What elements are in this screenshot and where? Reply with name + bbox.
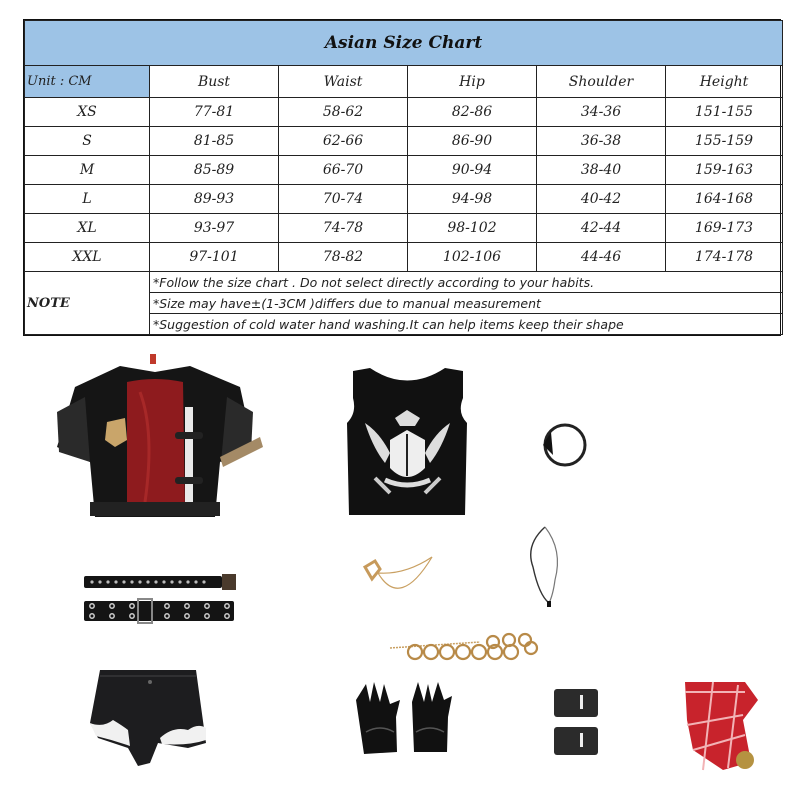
unit-label: Unit : CM [25, 66, 150, 98]
hand-chain-image [360, 555, 440, 615]
cell-height: 174-178 [666, 243, 783, 272]
cell-shoulder: 40-42 [537, 185, 666, 214]
cell-shoulder: 38-40 [537, 156, 666, 185]
size-chart-table [24, 20, 783, 335]
choker-icon [535, 420, 590, 475]
cell-hip: 82-86 [408, 98, 537, 127]
cell-waist: 78-82 [279, 243, 408, 272]
table-row [25, 214, 783, 243]
cell-shoulder: 34-36 [537, 98, 666, 127]
crop-top-icon [345, 368, 470, 518]
size-label: XXL [25, 243, 150, 272]
crop-top-image [345, 368, 470, 518]
col-header-waist: Waist [279, 66, 408, 98]
cell-height: 169-173 [666, 214, 783, 243]
size-chart [23, 19, 781, 336]
cell-height: 155-159 [666, 127, 783, 156]
col-header-shoulder: Shoulder [537, 66, 666, 98]
cell-shoulder: 42-44 [537, 214, 666, 243]
cell-height: 151-155 [666, 98, 783, 127]
note-text: *Size may have±(1-3CM )differs due to manual measurement [150, 293, 783, 314]
cell-height: 164-168 [666, 185, 783, 214]
size-label: M [25, 156, 150, 185]
cell-hip: 98-102 [408, 214, 537, 243]
cell-waist: 62-66 [279, 127, 408, 156]
size-label: S [25, 127, 150, 156]
cell-waist: 74-78 [279, 214, 408, 243]
note-row [25, 272, 783, 293]
jacket-image [45, 352, 265, 527]
cell-hip: 90-94 [408, 156, 537, 185]
size-label: L [25, 185, 150, 214]
wrist-cuffs-icon [552, 687, 602, 757]
choker-image [535, 420, 590, 475]
size-label: XL [25, 214, 150, 243]
cell-hip: 94-98 [408, 185, 537, 214]
note-label: NOTE [25, 272, 150, 335]
gloves-icon [352, 682, 462, 757]
col-header-bust: Bust [150, 66, 279, 98]
note-text: *Suggestion of cold water hand washing.It can help items keep their shape [150, 314, 783, 335]
cell-bust: 93-97 [150, 214, 279, 243]
col-header-hip: Hip [408, 66, 537, 98]
size-label: XS [25, 98, 150, 127]
cell-hip: 102-106 [408, 243, 537, 272]
wrist-cuffs-image [552, 687, 602, 757]
table-row [25, 156, 783, 185]
shorts-icon [88, 668, 213, 768]
chart-title: Asian Size Chart [25, 21, 783, 66]
cell-bust: 85-89 [150, 156, 279, 185]
jacket-icon [45, 352, 265, 527]
shorts-image [88, 668, 213, 768]
cell-bust: 81-85 [150, 127, 279, 156]
header-row [25, 66, 783, 98]
col-header-height: Height [666, 66, 783, 98]
hand-chain-icon [360, 555, 440, 615]
cell-shoulder: 36-38 [537, 127, 666, 156]
gloves-image [352, 682, 462, 757]
note-text: *Follow the size chart . Do not select directly according to your habits. [150, 272, 783, 293]
cell-bust: 97-101 [150, 243, 279, 272]
cell-bust: 89-93 [150, 185, 279, 214]
belts-icon [82, 572, 242, 627]
cell-shoulder: 44-46 [537, 243, 666, 272]
necklace-icon [525, 525, 565, 610]
necklace-image [525, 525, 565, 610]
product-items [0, 340, 800, 800]
cell-waist: 66-70 [279, 156, 408, 185]
cell-hip: 86-90 [408, 127, 537, 156]
table-row [25, 127, 783, 156]
table-row [25, 98, 783, 127]
cell-waist: 70-74 [279, 185, 408, 214]
scarf-image [683, 680, 763, 772]
scarf-icon [683, 680, 763, 772]
waist-chain-icon [385, 630, 545, 670]
table-row [25, 243, 783, 272]
waist-chain-image [385, 630, 545, 670]
table-row [25, 185, 783, 214]
belts-image [82, 572, 242, 627]
cell-height: 159-163 [666, 156, 783, 185]
cell-waist: 58-62 [279, 98, 408, 127]
cell-bust: 77-81 [150, 98, 279, 127]
